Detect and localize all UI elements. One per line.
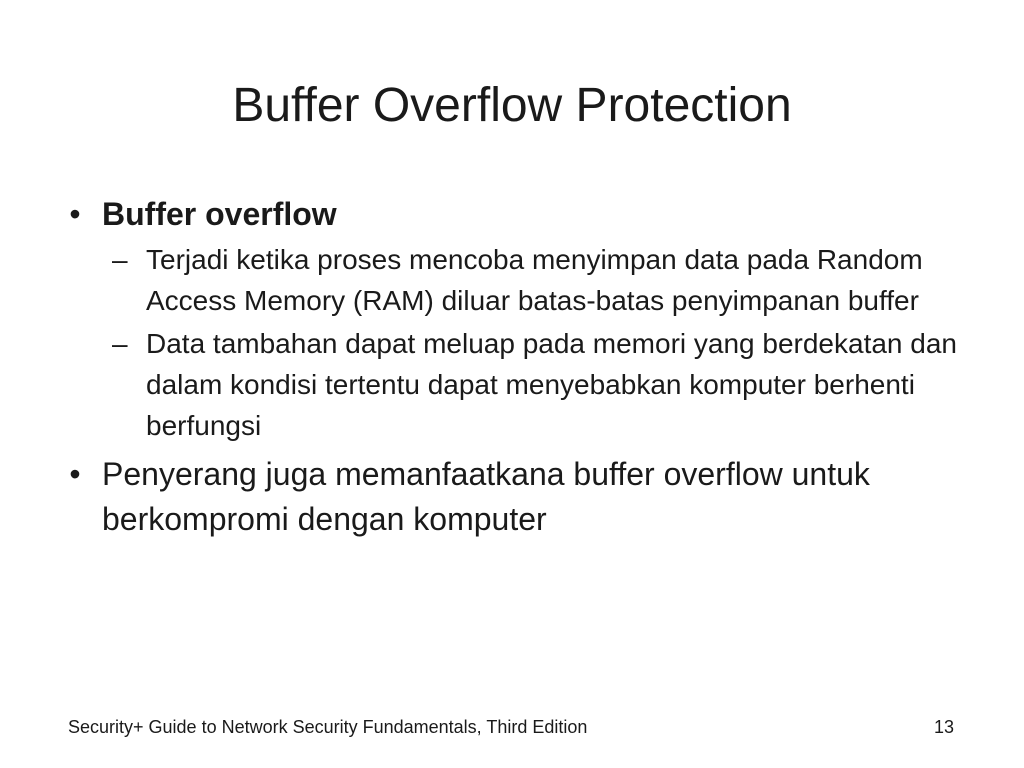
footer-source: Security+ Guide to Network Security Fundamentals, Third Edition [68,717,588,737]
sub-bullet-effect [102,323,980,446]
bullet-text: Buffer overflow [102,196,337,232]
slide-title: Buffer Overflow Protection [232,79,792,132]
slide-body [60,192,980,542]
bullet-attacker [60,452,980,542]
dash-marker: – [112,244,128,275]
page-number: 13 [933,717,954,737]
sub-bullet-text: Data tambahan dapat meluap pada memori yang berdekatan dan dalam kondisi tertentu dapat menyebabkan komputer berhenti berfungsi [146,328,957,441]
sub-bullet-definition [102,239,980,321]
bullet-marker: • [69,196,81,232]
dash-marker: – [112,328,128,359]
bullet-text: Penyerang juga memanfaatkana buffer overflow untuk berkompromi dengan komputer [102,456,870,537]
bullet-buffer-overflow [60,192,980,237]
bullet-marker: • [69,456,81,492]
sub-bullet-text: Terjadi ketika proses mencoba menyimpan data pada Random Access Memory (RAM) diluar batas-batas penyimpanan buffer [146,244,923,316]
